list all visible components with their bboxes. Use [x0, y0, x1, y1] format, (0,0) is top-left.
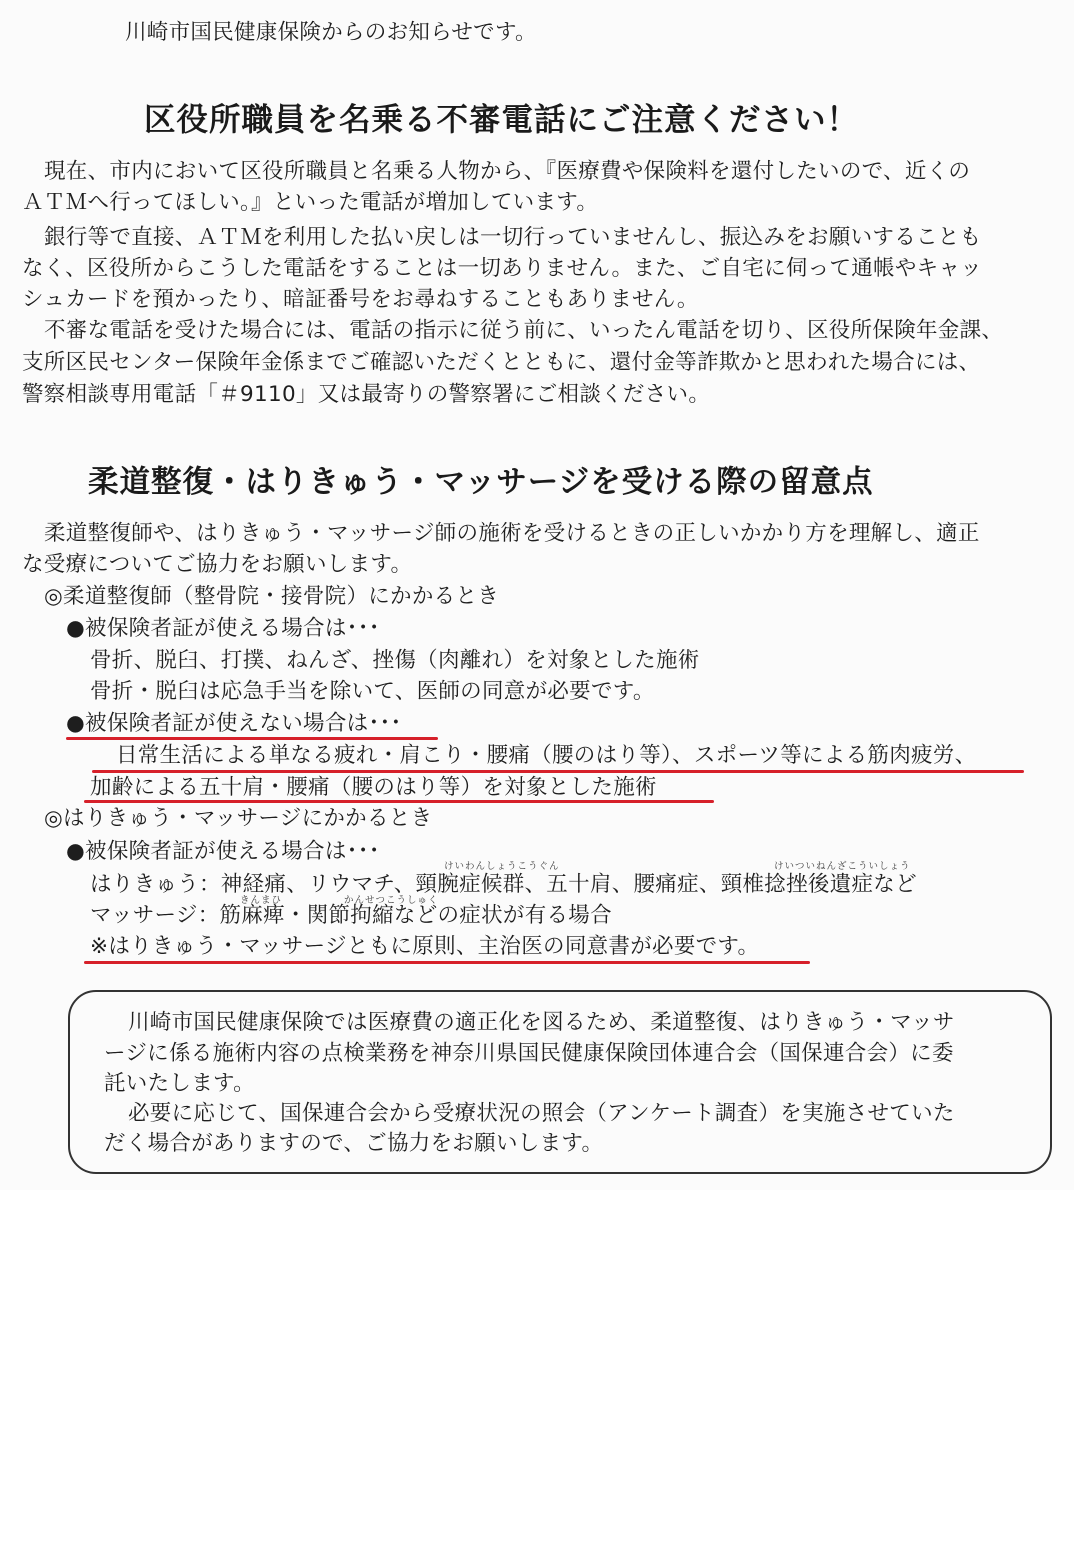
- underline-mark: [84, 961, 810, 964]
- section2-intro-line: な受療についてご協力をお願いします。: [22, 552, 413, 577]
- notice-line: ージに係る施術内容の点検業務を神奈川県国民健康保険団体連合会（国保連合会）に委: [104, 1041, 954, 1066]
- massage-line: マッサージ：筋麻痺・関節拘縮などの症状が有る場合: [90, 903, 612, 928]
- underline-mark: [84, 800, 714, 803]
- ruby-annotation: けいわんしょうこうぐん: [444, 861, 560, 872]
- judo-not-covered-line: 加齢による五十肩・腰痛（腰のはり等）を対象とした施術: [90, 775, 657, 800]
- judo-heading: ◎柔道整復師（整骨院・接骨院）にかかるとき: [44, 584, 500, 609]
- judo-not-covered-line: 日常生活による単なる疲れ・肩こり・腰痛（腰のはり等）、スポーツ等による筋肉疲労、: [116, 743, 977, 768]
- ruby-annotation: けいついねんざこういしょう: [774, 861, 911, 872]
- notice-line: だく場合がありますので、ご協力をお願いします。: [104, 1131, 604, 1156]
- acupuncture-heading: ◎はりきゅう・マッサージにかかるとき: [44, 806, 433, 831]
- consent-note: ※はりきゅう・マッサージともに原則、主治医の同意書が必要です。: [90, 934, 760, 959]
- section1-line: シュカードを預かったり、暗証番号をお尋ねすることもありません。: [22, 287, 699, 312]
- notice-line: 川崎市国民健康保険では医療費の適正化を図るため、柔道整復、はりきゅう・マッサ: [128, 1010, 955, 1035]
- section1-line: ＡＴＭへ行ってほしい。』といった電話が増加しています。: [22, 190, 599, 215]
- header-from-line: 川崎市国民健康保険からのお知らせです。: [125, 20, 537, 45]
- section2-intro-line: 柔道整復師や、はりきゅう・マッサージ師の施術を受けるときの正しいかかり方を理解し、適正: [44, 521, 980, 546]
- section1-title: 区役所職員を名乗る不審電話にご注意ください！: [144, 102, 860, 138]
- section1-line: 銀行等で直接、ＡＴＭを利用した払い戻しは一切行っていませんし、振込みをお願いすることも: [44, 225, 982, 250]
- section2-title: 柔道整復・はりきゅう・マッサージを受ける際の留意点: [88, 465, 874, 500]
- section1-line: 現在、市内において区役所職員と名乗る人物から、『医療費や保険料を還付したいので、近くの: [44, 159, 971, 184]
- acupuncture-line: はりきゅう：神経痛、リウマチ、頸腕症候群、五十肩、腰痛症、頸椎捻挫後遺症など: [90, 872, 917, 897]
- judo-covered-line: 骨折、脱臼、打撲、ねんざ、挫傷（肉離れ）を対象とした施術: [90, 648, 700, 673]
- judo-covered-line: 骨折・脱臼は応急手当を除いて、医師の同意が必要です。: [90, 679, 655, 704]
- notice-line: 託いたします。: [104, 1071, 255, 1096]
- underline-mark: [66, 737, 438, 740]
- section1-line: 警察相談専用電話「＃9110」又は最寄りの警察署にご相談ください。: [22, 382, 711, 407]
- notice-line: 必要に応じて、国保連合会から受療状況の照会（アンケート調査）を実施させていた: [128, 1101, 955, 1126]
- judo-not-covered-label: ●被保険者証が使えない場合は･･･: [66, 711, 402, 736]
- acupuncture-covered-label: ●被保険者証が使える場合は･･･: [66, 839, 380, 864]
- ruby-annotation: かんせつこうしゅく: [344, 895, 439, 906]
- section1-line: 支所区民センター保険年金係までご確認いただくとともに、還付金等詐欺かと思われた場合には、: [22, 350, 981, 375]
- judo-covered-label: ●被保険者証が使える場合は･･･: [66, 616, 380, 641]
- ruby-annotation: きんまひ: [240, 895, 283, 906]
- section1-line: 不審な電話を受けた場合には、電話の指示に従う前に、いったん電話を切り、区役所保険年金課、: [44, 318, 1004, 343]
- section1-line: なく、区役所からこうした電話をすることは一切ありません。また、ご自宅に伺って通帳やキャッ: [22, 256, 983, 281]
